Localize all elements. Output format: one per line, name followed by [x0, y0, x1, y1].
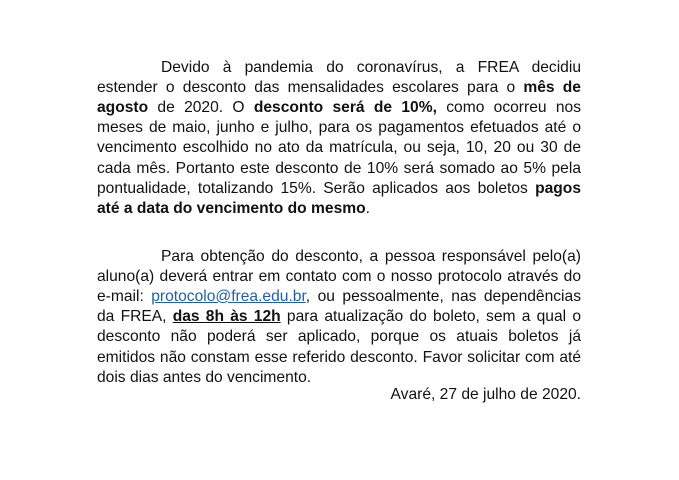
- paragraph1-bold-due-date: pagos até a data do vencimento do mesmo: [97, 179, 581, 218]
- instructions-paragraph: [97, 247, 581, 388]
- paragraph1-text-2: de 2020. O: [148, 99, 254, 116]
- protocol-email-link[interactable]: protocolo@frea.edu.br: [151, 288, 306, 305]
- paragraph1-text-1: Devido à pandemia do coronavírus, a FREA decidiu estender o desconto das mensalidades escolares para o: [97, 58, 581, 96]
- discount-announcement-paragraph: [97, 58, 581, 220]
- paragraph2-text-3: para atualização do boleto, sem a qual o desconto não poderá ser aplicado, porque os atuais boletos já emitidos não constam esse referido desconto. Favor solicitar com até dois dias antes do vencimento.: [97, 308, 581, 386]
- office-hours: das 8h às 12h: [172, 308, 281, 326]
- paragraph1-text-3: como ocorreu nos meses de maio, junho e julho, para os pagamentos efetuados até o vencimento escolhido no ato da matrícula, ou seja, 10, 20 ou 30 de cada mês. Portanto este desconto de 10% será somado ao 5% pela pontualidade, totalizando 15%. Serão aplicados aos boletos: [97, 99, 581, 197]
- paragraph1-bold-month: mês de agosto: [97, 78, 581, 116]
- place-and-date: Avaré, 27 de julho de 2020.: [390, 386, 581, 403]
- paragraph2-text-1: Para obtenção do desconto, a pessoa responsável pelo(a) aluno(a) deverá entrar em contato com o nosso protocolo através do e-mail:: [97, 247, 581, 305]
- paragraph1-bold-discount: desconto será de 10%,: [253, 99, 437, 116]
- paragraph1-text-4: .: [365, 200, 370, 218]
- paragraph2-text-2: , ou pessoalmente, nas dependências da FREA,: [97, 288, 581, 326]
